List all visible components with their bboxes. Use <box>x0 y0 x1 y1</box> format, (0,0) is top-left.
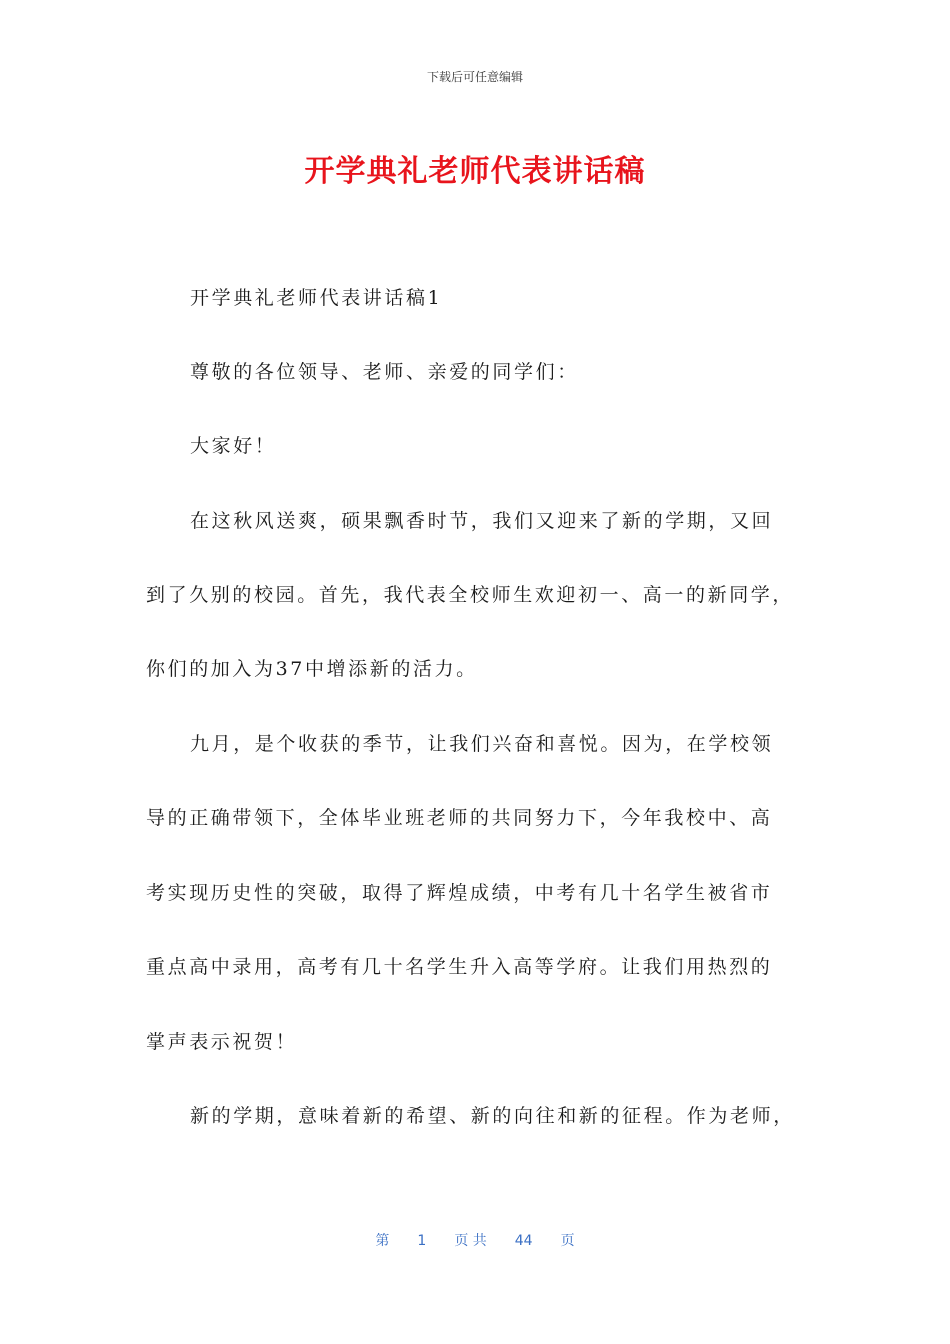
footer-page-prefix: 第 <box>375 1233 390 1249</box>
body-line: 开学典礼老师代表讲话稿1 <box>190 287 443 309</box>
body-line: 大家好！ <box>190 435 277 457</box>
footer-page-suffix: 页 <box>560 1233 575 1249</box>
body-line: 掌声表示祝贺！ <box>146 1031 298 1053</box>
page-footer <box>0 1230 950 1250</box>
body-line: 重点高中录用，高考有几十名学生升入高等学府。让我们用热烈的 <box>146 956 773 978</box>
body-line: 考实现历史性的突破，取得了辉煌成绩，中考有几十名学生被省市 <box>146 882 773 904</box>
body-line: 尊敬的各位领导、老师、亲爱的同学们： <box>190 361 579 383</box>
body-line: 你们的加入为37中增添新的活力。 <box>146 658 478 680</box>
footer-page-number: 1 <box>417 1233 427 1249</box>
header-note: 下载后可任意编辑 <box>426 70 523 84</box>
body-line: 九月，是个收获的季节，让我们兴奋和喜悦。因为，在学校领 <box>190 733 774 755</box>
footer-total-pages: 44 <box>514 1233 533 1249</box>
footer-page-mid: 页 共 <box>454 1233 487 1249</box>
body-line: 导的正确带领下，全体毕业班老师的共同努力下，今年我校中、高 <box>146 807 773 829</box>
body-line: 在这秋风送爽，硕果飘香时节，我们又迎来了新的学期，又回 <box>190 510 774 532</box>
body-line: 到了久别的校园。首先，我代表全校师生欢迎初一、高一的新同学， <box>146 584 795 606</box>
document-title: 开学典礼老师代表讲话稿 <box>304 154 646 189</box>
body-line: 新的学期，意味着新的希望、新的向往和新的征程。作为老师， <box>190 1105 795 1127</box>
